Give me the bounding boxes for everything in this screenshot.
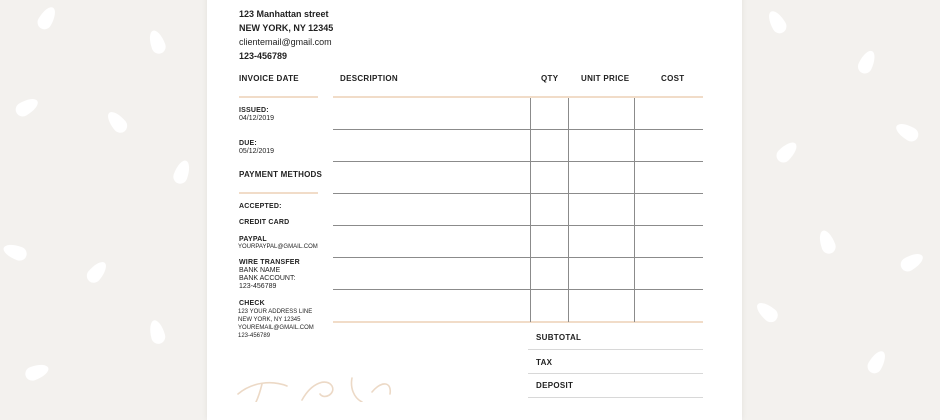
leaf-decoration [104,108,130,135]
check-address: 123 YOUR ADDRESS LINE [238,309,313,315]
issued-label: ISSUED: [239,107,269,114]
header-cost: COST [661,74,685,83]
check-email: YOUREMAIL@GMAIL.COM [238,325,314,331]
leaf-decoration [765,8,789,36]
table-row [333,225,703,226]
paypal-email: YOURPAYPAL@GMAIL.COM [238,244,318,250]
check-city: NEW YORK, NY 12345 [238,317,301,323]
check-phone: 123-456789 [238,333,271,339]
client-phone: 123-456789 [239,51,288,61]
subtotal-label: SUBTOTAL [536,333,582,342]
client-street: 123 Manhattan street [239,9,329,19]
table-row [333,289,703,290]
wire-account-number: 123-456789 [239,283,277,290]
leaf-decoration [898,250,926,274]
leaf-decoration [865,348,889,376]
client-info [239,7,333,63]
table-row [333,257,703,258]
check-details [238,308,314,340]
leaf-decoration [856,48,879,76]
divider [239,96,318,98]
issued-date: 04/12/2019 [239,115,275,122]
client-email: clientemail@gmail.com [239,37,332,47]
due-date: 05/12/2019 [239,148,275,155]
leaf-decoration [893,120,921,144]
divider [528,373,703,374]
table-row [333,161,703,162]
check-label: CHECK [239,300,265,307]
leaf-decoration [753,299,780,325]
leaf-decoration [1,241,28,262]
client-city: NEW YORK, NY 12345 [239,23,334,33]
leaf-decoration [84,258,110,285]
table-row [333,129,703,130]
divider [528,349,703,350]
tax-label: TAX [536,358,553,367]
divider [333,96,703,98]
header-invoice-date: INVOICE DATE [239,74,299,83]
leaf-decoration [13,95,41,119]
divider [239,192,318,194]
leaf-decoration [171,158,192,185]
divider [333,321,703,323]
header-qty: QTY [541,74,559,83]
header-description: DESCRIPTION [340,74,398,83]
invoice-page [207,0,742,420]
leaf-decoration [146,28,167,55]
wire-account-label: BANK ACCOUNT: [239,275,296,282]
wire-bank-name: BANK NAME [239,267,281,274]
table-row [333,193,703,194]
deposit-label: DEPOSIT [536,381,574,390]
leaf-decoration [147,319,167,346]
divider [528,397,703,398]
accepted-label: ACCEPTED: [239,203,282,210]
due-label: DUE: [239,140,257,147]
header-unit-price: UNIT PRICE [581,74,630,83]
leaf-decoration [816,228,837,255]
credit-card-label: CREDIT CARD [239,219,290,226]
leaf-decoration [23,361,50,382]
signature-flourish [232,372,412,402]
paypal-label: PAYPAL [239,236,267,243]
payment-methods-title: PAYMENT METHODS [239,170,323,179]
wire-transfer-label: WIRE TRANSFER [239,259,300,266]
leaf-decoration [35,4,59,32]
leaf-decoration [774,139,801,166]
